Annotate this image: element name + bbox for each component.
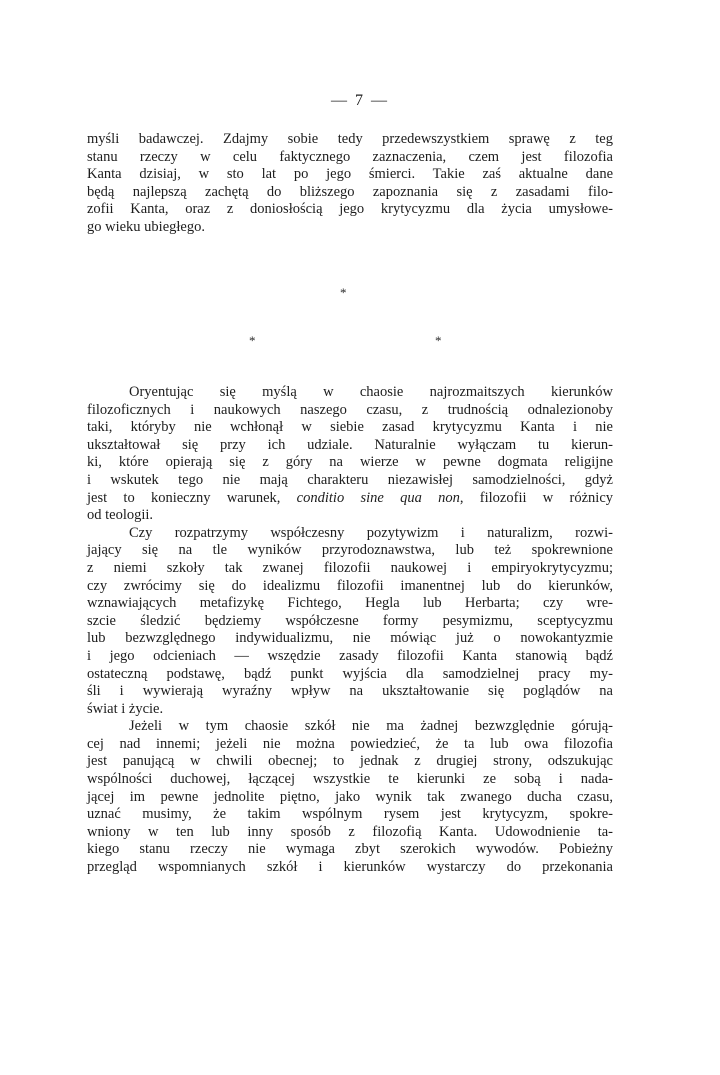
text-line: jącej im pewne jednolite piętno, jako wynik tak zwanego ducha czasu, — [87, 788, 613, 805]
page-number: — 7 — — [331, 92, 389, 109]
text-line: filozoficznych i naukowych naszego czasu, z trudnością odnalezionoby — [87, 401, 613, 418]
text-line: cej nad innemi; jeżeli nie można powiedzieć, że ta lub owa filozofia — [87, 735, 613, 752]
section-break-asterisk: * — [249, 333, 256, 348]
text-line: przegląd wspomnianych szkół i kierunków wystarczy do przekonania — [87, 859, 613, 876]
text-line: Czy rozpatrzymy współczesny pozytywizm i naturalizm, rozwi- — [129, 524, 613, 541]
text-line: go wieku ubiegłego. — [87, 218, 205, 235]
text-line: Jeżeli w tym chaosie szkół nie ma żadnej bezwzględnie górują- — [129, 718, 613, 735]
text-line: wniony w ten lub inny sposób z filozofią Kanta. Udowodnienie ta- — [87, 823, 613, 840]
text-line: i wskutek tego nie mają charakteru niezawisłej samodzielności, gdyż — [87, 471, 613, 488]
text-line: ukształtował się przy ich udziale. Naturalnie wyłączam tu kierun- — [87, 436, 613, 453]
text-line: zofii Kanta, oraz z doniosłością jego krytycyzmu dla życia umysłowe- — [87, 201, 613, 218]
text-line: świat i życie. — [87, 700, 164, 717]
paragraph-continuation — [87, 131, 613, 237]
latin-phrase: conditio sine qua non — [296, 489, 460, 506]
text-line: uznać musimy, że takim wspólnym rysem jest krytycyzm, spokre- — [87, 806, 613, 823]
text-line: kiego stanu rzeczy nie wymaga zbyt szerokich wywodów. Pobieżny — [87, 841, 613, 858]
text-line: szcie śledzić będziemy współczesne formy pesymizmu, sceptycyzmu — [87, 612, 613, 629]
text-segment: jest to konieczny warunek, — [87, 489, 281, 506]
text-line: ostateczną podstawę, bądź punkt wyjścia dla samodzielnej pracy my- — [87, 665, 613, 682]
text-line: czy zwrócimy się do idealizmu filozofii imanentnej lub do kierunków, — [87, 577, 613, 594]
text-line: będą najlepszą zachętą do bliższego zapoznania się z zasadami filo- — [87, 183, 613, 200]
text-line: myśli badawczej. Zdajmy sobie tedy przedewszystkiem sprawę z teg — [87, 131, 613, 147]
body-text — [87, 384, 613, 877]
text-line: i jego odcieniach — wszędzie zasady filozofii Kanta stanowią bądź — [87, 647, 613, 664]
text-line: Kanta dzisiaj, w sto lat po jego śmierci. Takie zaś aktualne dane — [87, 166, 613, 183]
text-line: wspólności duchowej, łączącej wszystkie te kierunki ze sobą i nada- — [87, 771, 613, 788]
text-line: lub bezwzględnego indywidualizmu, nie mówiąc już o nowokantyzmie — [87, 630, 613, 647]
text-line-with-italic — [87, 490, 613, 508]
text-line: śli i wywierają wyraźny wpływ na ukształtowanie się poglądów na — [87, 683, 613, 700]
section-break-asterisk: * — [340, 285, 347, 300]
text-line: wznawiających metafizykę Fichtego, Hegla lub Herbarta; czy wre- — [87, 595, 613, 612]
text-line: od teologii. — [87, 507, 154, 524]
section-break-asterisk: * — [435, 333, 442, 348]
text-line: Oryentując się myślą w chaosie najrozmaitszych kierunków — [129, 384, 613, 400]
text-line: stanu rzeczy w celu faktycznego zaznaczenia, czem jest filozofia — [87, 148, 613, 165]
text-line: ki, które opierają się z góry na wierze w pewne dogmata religijne — [87, 454, 613, 471]
text-line: taki, któryby nie wchłonął w siebie zasad krytycyzmu Kanta i nie — [87, 419, 613, 436]
text-line: z niemi szkoły tak zwanej filozofii naukowej i empiryokrytycyzmu; — [87, 559, 613, 576]
text-line: jest panującą w chwili obecnej; to jednak z drugiej strony, odszukując — [87, 753, 613, 770]
text-segment: , filozofii w różnicy — [459, 489, 614, 506]
text-line: jający się na tle wyników przyrodoznawstwa, lub też spokrewnione — [87, 542, 613, 559]
